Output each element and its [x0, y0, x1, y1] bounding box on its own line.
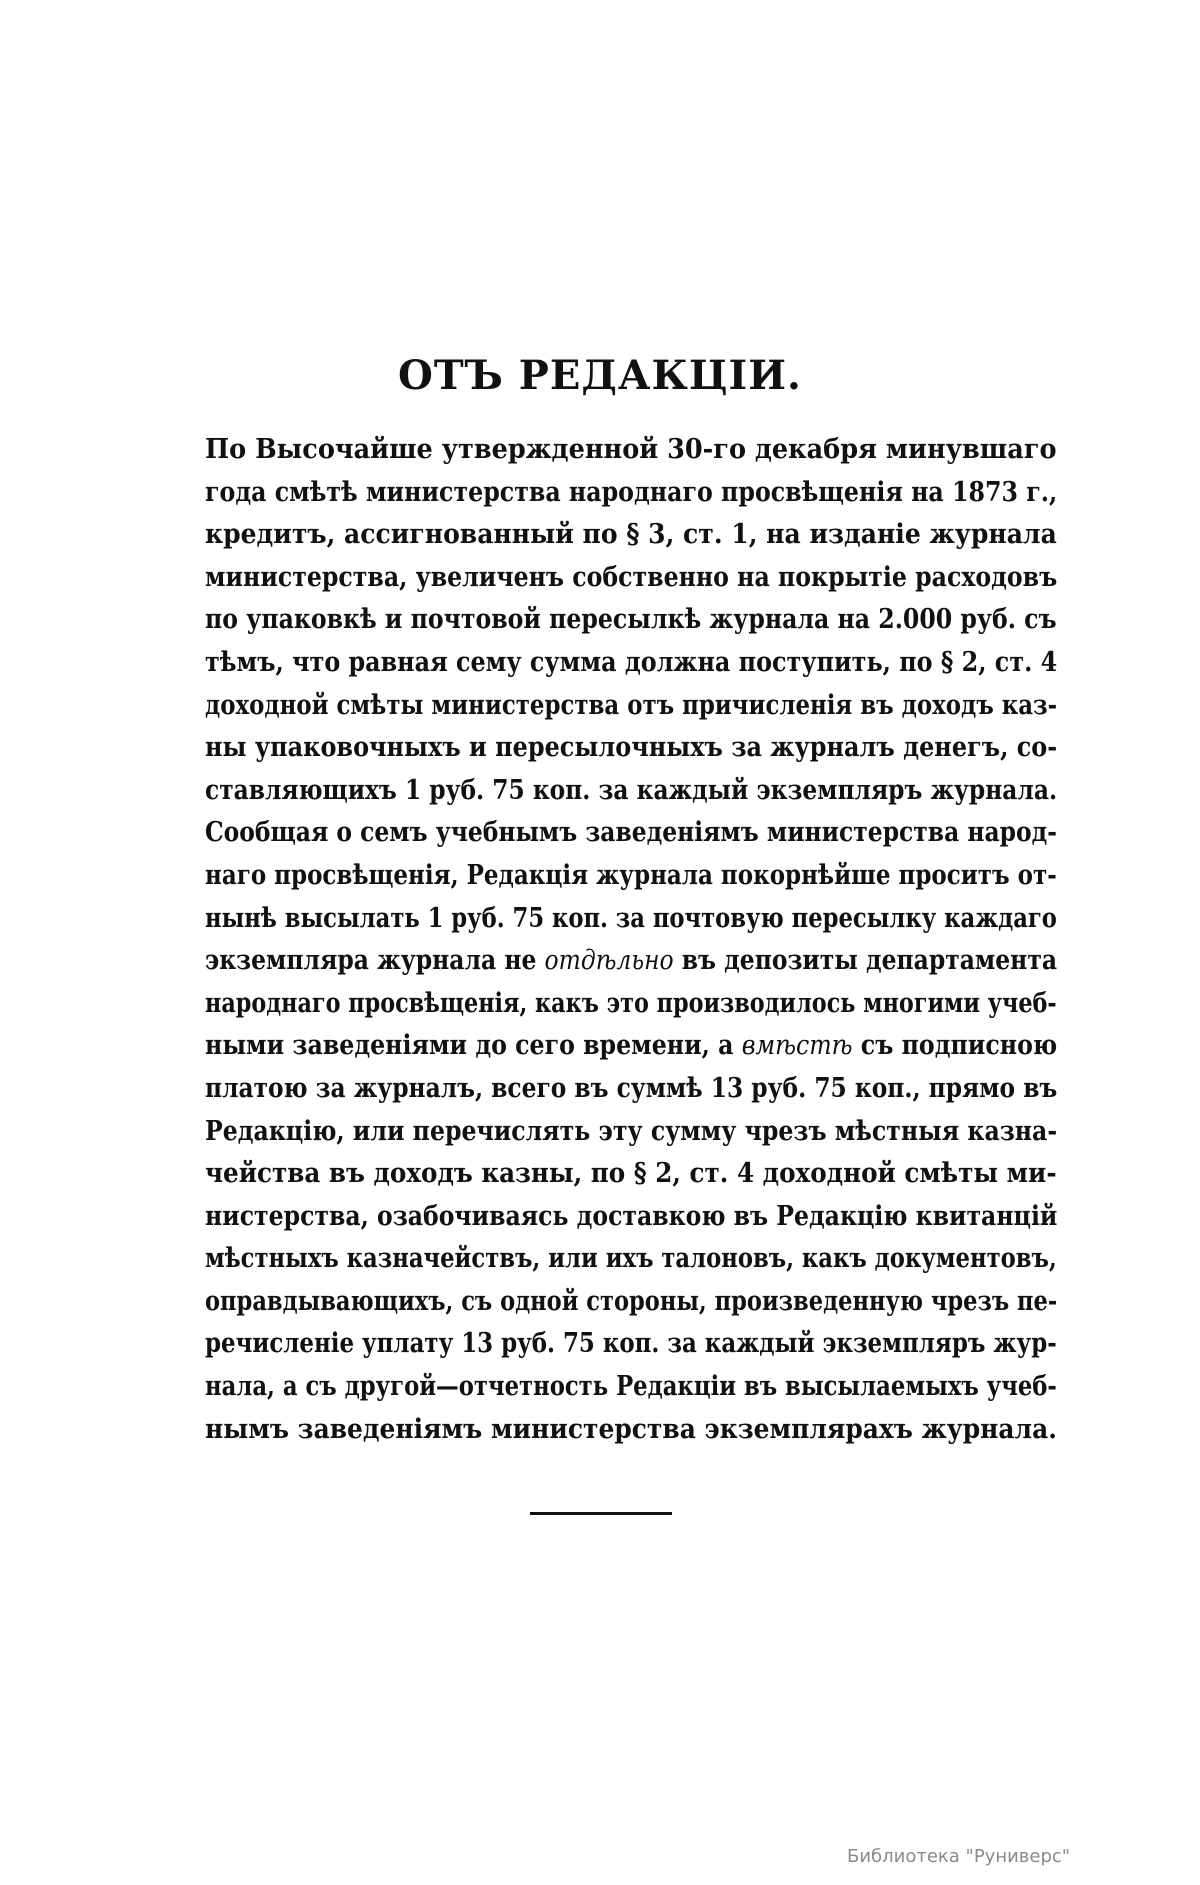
emphasized-word: вмѣстѣ [741, 1029, 853, 1062]
text-line: ны упаковочныхъ и пересылочныхъ за журналъ денегъ, со- [205, 731, 1058, 764]
text-line-with-emphasis [205, 1024, 1058, 1067]
text-line: мѣстныхъ казначействъ, или ихъ талоновъ, какъ документовъ, [205, 1242, 1057, 1275]
text-segment: въ депозиты департамента [673, 944, 1058, 977]
text-segment: экземпляра журнала не [205, 944, 545, 977]
text-line-with-emphasis [205, 939, 1058, 982]
text-line: нала, а съ другой—отчетность Редакціи въ высылаемыхъ учеб- [205, 1370, 1057, 1403]
text-line: нынѣ высылать 1 руб. 75 коп. за почтовую пересылку каждаго [205, 901, 1057, 934]
text-line: оправдывающихъ, съ одной стороны, произведенную чрезъ пе- [205, 1284, 1058, 1317]
text-line: нымъ заведеніямъ министерства экземплярахъ журнала. [205, 1412, 1057, 1445]
text-line: министерства, увеличенъ собственно на покрытіе расходовъ [205, 560, 1058, 593]
text-line: По Высочайше утвержденной 30-го декабря минувшаго [205, 433, 1057, 465]
paragraph-1 [205, 428, 1057, 811]
text-segment: съ подписною [852, 1029, 1058, 1062]
body-text [205, 428, 1057, 1450]
section-divider [530, 1512, 672, 1515]
text-line: ставляющихъ 1 руб. 75 коп. за каждый экземпляръ журнала. [205, 773, 1058, 806]
text-line: года смѣтѣ министерства народнаго просвѣщенія на 1873 г., [205, 475, 1058, 508]
library-watermark: Библиотека "Руниверс" [847, 1846, 1071, 1867]
page-title: ОТЪ РЕДАКЦIИ. [398, 352, 802, 399]
text-segment: ными заведеніями до сего времени, а [205, 1029, 742, 1062]
text-line: народнаго просвѣщенія, какъ это производилось многими учеб- [205, 986, 1057, 1019]
text-line: кредитъ, ассигнованный по § 3, ст. 1, на изданіе журнала [205, 518, 1057, 551]
text-line: Редакцію, или перечислять эту сумму чрезъ мѣстныя казна- [205, 1114, 1058, 1147]
text-line: Сообщая о семъ учебнымъ заведеніямъ министерства народ- [205, 816, 1057, 849]
text-line: нистерства, озабочиваясь доставкою въ Редакцію квитанцій [205, 1199, 1058, 1232]
text-line: наго просвѣщенія, Редакція журнала покорнѣйше проситъ от- [205, 858, 1057, 891]
text-line: речисленіе уплату 13 руб. 75 коп. за каждый экземпляръ жур- [205, 1327, 1057, 1360]
text-line: по упаковкѣ и почтовой пересылкѣ журнала на 2.000 руб. съ [205, 603, 1057, 636]
text-line: тѣмъ, что равная сему сумма должна поступить, по § 2, ст. 4 [205, 645, 1058, 678]
text-line: платою за журналъ, всего въ суммѣ 13 руб. 75 коп., прямо въ [205, 1071, 1058, 1104]
emphasized-word: отдѣльно [544, 944, 674, 977]
text-line: доходной смѣты министерства отъ причисленія въ доходъ каз- [205, 688, 1058, 721]
paragraph-2 [205, 811, 1057, 1450]
text-line: чейства въ доходъ казны, по § 2, ст. 4 доходной смѣты ми- [205, 1157, 1057, 1190]
